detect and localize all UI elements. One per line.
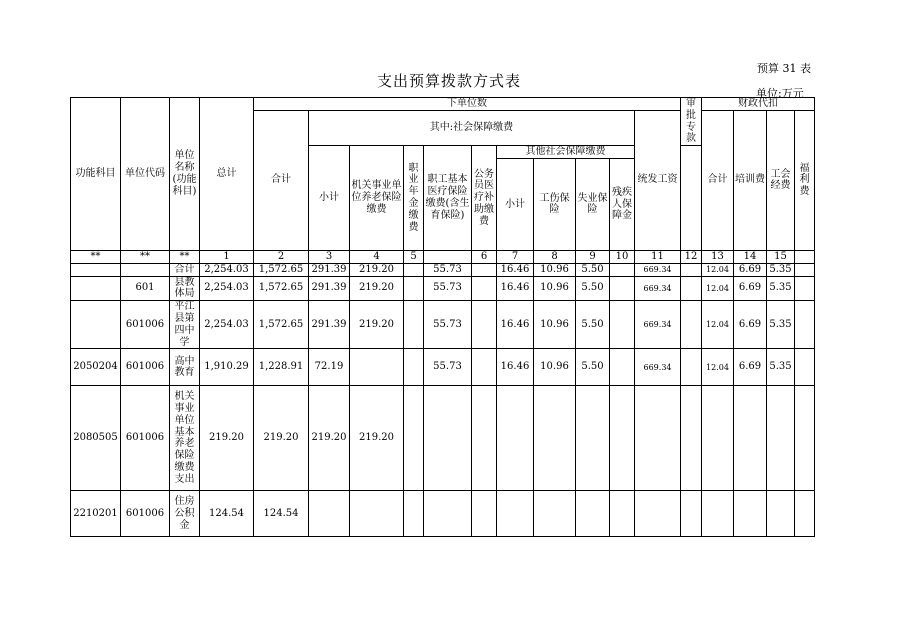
- code-cell: 601006: [121, 386, 170, 491]
- sum-cell: 1,572.65: [254, 263, 309, 276]
- welfare-cell: [795, 263, 815, 276]
- civil-medical-cell: [472, 301, 497, 349]
- header-medical: 职工基本医疗保险缴费(含生育保险): [424, 146, 472, 251]
- header-unit-code: 单位代码: [121, 98, 170, 251]
- code-cell: [121, 263, 170, 276]
- header-other-ss: 其他社会保障缴费: [497, 146, 635, 159]
- index-cell: 12: [681, 250, 702, 263]
- ss-subtotal-cell: 291.39: [309, 301, 350, 349]
- index-cell: 11: [635, 250, 681, 263]
- approval-cell: [681, 263, 702, 276]
- index-cell: [424, 250, 472, 263]
- ss-subtotal-cell: [309, 491, 350, 537]
- index-cell: 3: [309, 250, 350, 263]
- code-cell: 601006: [121, 349, 170, 386]
- medical-cell: 55.73: [424, 301, 472, 349]
- index-cell: **: [71, 250, 121, 263]
- func-cell: 2210201: [71, 491, 121, 537]
- table-row: [71, 491, 815, 537]
- wage-cell: 669.34: [635, 263, 681, 276]
- civil-medical-cell: [472, 386, 497, 491]
- union-cell: 5.35: [767, 263, 795, 276]
- medical-cell: 55.73: [424, 276, 472, 301]
- welfare-cell: [795, 301, 815, 349]
- header-subtotal-all: 合计: [254, 110, 309, 250]
- header-unit-name: 单位名称(功能科目): [170, 98, 200, 251]
- header-approval: 审批专款: [681, 98, 702, 146]
- union-cell: [767, 491, 795, 537]
- annuity-cell: [404, 491, 424, 537]
- wage-cell: [635, 386, 681, 491]
- table-row: [71, 386, 815, 491]
- sum-cell: 1,228.91: [254, 349, 309, 386]
- index-cell: **: [170, 250, 200, 263]
- training-cell: 6.69: [734, 349, 767, 386]
- func-cell: 2080505: [71, 386, 121, 491]
- unemployment-cell: 5.50: [576, 276, 610, 301]
- func-cell: 2050204: [71, 349, 121, 386]
- disability-cell: [610, 491, 635, 537]
- page-title: 支出预算拨款方式表: [376, 72, 521, 90]
- unemployment-cell: [576, 491, 610, 537]
- index-cell: 10: [610, 250, 635, 263]
- annuity-cell: [404, 301, 424, 349]
- training-cell: 6.69: [734, 263, 767, 276]
- header-fin-subtotal: 合计: [702, 110, 734, 250]
- fin-subtotal-cell: 12.04: [702, 301, 734, 349]
- training-cell: [734, 386, 767, 491]
- training-cell: 6.69: [734, 276, 767, 301]
- func-cell: [71, 301, 121, 349]
- index-cell: [795, 250, 815, 263]
- total-cell: 2,254.03: [200, 276, 254, 301]
- index-cell: 14: [734, 250, 767, 263]
- header-lower-units: 下单位数: [254, 98, 681, 111]
- budget-table: [70, 97, 815, 537]
- other-subtotal-cell: [497, 491, 534, 537]
- index-cell: 8: [534, 250, 576, 263]
- pension-cell: 219.20: [350, 301, 404, 349]
- medical-cell: [424, 491, 472, 537]
- disability-cell: [610, 263, 635, 276]
- other-subtotal-cell: 16.46: [497, 276, 534, 301]
- injury-cell: [534, 386, 576, 491]
- approval-cell: [681, 386, 702, 491]
- unemployment-cell: 5.50: [576, 349, 610, 386]
- total-cell: 219.20: [200, 386, 254, 491]
- annuity-cell: [404, 263, 424, 276]
- sum-cell: 124.54: [254, 491, 309, 537]
- table-row: [71, 276, 815, 301]
- training-cell: [734, 491, 767, 537]
- sum-cell: 1,572.65: [254, 301, 309, 349]
- index-cell: 9: [576, 250, 610, 263]
- annuity-cell: [404, 349, 424, 386]
- func-cell: [71, 276, 121, 301]
- total-cell: 1,910.29: [200, 349, 254, 386]
- table-row: [71, 349, 815, 386]
- unemployment-cell: [576, 386, 610, 491]
- pension-cell: 219.20: [350, 276, 404, 301]
- civil-medical-cell: [472, 349, 497, 386]
- injury-cell: 10.96: [534, 349, 576, 386]
- union-cell: [767, 386, 795, 491]
- ss-subtotal-cell: 72.19: [309, 349, 350, 386]
- unit-label: 单位:万元: [756, 87, 804, 100]
- civil-medical-cell: [472, 276, 497, 301]
- wage-cell: [635, 491, 681, 537]
- pension-cell: [350, 349, 404, 386]
- approval-cell: [681, 276, 702, 301]
- wage-cell: 669.34: [635, 276, 681, 301]
- pension-cell: 219.20: [350, 263, 404, 276]
- approval-cell: [681, 491, 702, 537]
- table-row: [71, 301, 815, 349]
- civil-medical-cell: [472, 263, 497, 276]
- unemployment-cell: 5.50: [576, 263, 610, 276]
- ss-subtotal-cell: 291.39: [309, 263, 350, 276]
- wage-cell: 669.34: [635, 301, 681, 349]
- header-welfare: 福利费: [795, 110, 815, 250]
- medical-cell: 55.73: [424, 349, 472, 386]
- index-cell: 2: [254, 250, 309, 263]
- medical-cell: [424, 386, 472, 491]
- annuity-cell: [404, 276, 424, 301]
- header-disability: 残疾人保障金: [610, 158, 635, 250]
- index-cell: 6: [472, 250, 497, 263]
- index-cell: 7: [497, 250, 534, 263]
- disability-cell: [610, 386, 635, 491]
- header-injury: 工伤保险: [534, 158, 576, 250]
- training-cell: 6.69: [734, 301, 767, 349]
- header-ss-subtotal: 小计: [309, 146, 350, 251]
- disability-cell: [610, 276, 635, 301]
- header-other-subtotal: 小计: [497, 158, 534, 250]
- unemployment-cell: 5.50: [576, 301, 610, 349]
- table-row: [71, 263, 815, 276]
- header-civil-medical: 公务员医疗补助缴费: [472, 146, 497, 251]
- injury-cell: 10.96: [534, 276, 576, 301]
- index-cell: **: [121, 250, 170, 263]
- header-union: 工会经费: [767, 110, 795, 250]
- func-cell: [71, 263, 121, 276]
- injury-cell: 10.96: [534, 301, 576, 349]
- name-cell: 高中教育: [170, 349, 200, 386]
- injury-cell: [534, 491, 576, 537]
- header-social-security: 其中:社会保障缴费: [309, 110, 635, 145]
- union-cell: 5.35: [767, 276, 795, 301]
- ss-subtotal-cell: 219.20: [309, 386, 350, 491]
- fin-subtotal-cell: 12.04: [702, 263, 734, 276]
- index-cell: 1: [200, 250, 254, 263]
- total-cell: 124.54: [200, 491, 254, 537]
- welfare-cell: [795, 491, 815, 537]
- header-finance-deduct: 财政代扣: [702, 98, 815, 111]
- wage-cell: 669.34: [635, 349, 681, 386]
- header-training: 培训费: [734, 110, 767, 250]
- approval-cell: [681, 301, 702, 349]
- union-cell: 5.35: [767, 349, 795, 386]
- disability-cell: [610, 301, 635, 349]
- welfare-cell: [795, 276, 815, 301]
- header-approval-blank: [681, 146, 702, 251]
- index-cell: 4: [350, 250, 404, 263]
- name-cell: 住房公积金: [170, 491, 200, 537]
- injury-cell: 10.96: [534, 263, 576, 276]
- other-subtotal-cell: 16.46: [497, 301, 534, 349]
- total-cell: 2,254.03: [200, 263, 254, 276]
- fin-subtotal-cell: [702, 491, 734, 537]
- code-cell: 601006: [121, 491, 170, 537]
- index-cell: 5: [404, 250, 424, 263]
- fin-subtotal-cell: 12.04: [702, 276, 734, 301]
- sum-cell: 219.20: [254, 386, 309, 491]
- code-cell: 601006: [121, 301, 170, 349]
- ss-subtotal-cell: 291.39: [309, 276, 350, 301]
- total-cell: 2,254.03: [200, 301, 254, 349]
- header-unified-wage: 统发工资: [635, 110, 681, 250]
- annuity-cell: [404, 386, 424, 491]
- name-cell: 合计: [170, 263, 200, 276]
- fin-subtotal-cell: [702, 386, 734, 491]
- index-cell: 15: [767, 250, 795, 263]
- header-unemployment: 失业保险: [576, 158, 610, 250]
- other-subtotal-cell: 16.46: [497, 349, 534, 386]
- fin-subtotal-cell: 12.04: [702, 349, 734, 386]
- index-row: [71, 250, 815, 263]
- name-cell: 机关事业单位基本养老保险缴费支出: [170, 386, 200, 491]
- medical-cell: 55.73: [424, 263, 472, 276]
- header-pension: 机关事业单位养老保险缴费: [350, 146, 404, 251]
- other-subtotal-cell: [497, 386, 534, 491]
- code-cell: 601: [121, 276, 170, 301]
- pension-cell: [350, 491, 404, 537]
- header-total: 总计: [200, 98, 254, 251]
- union-cell: 5.35: [767, 301, 795, 349]
- header-func-subject: 功能科目: [71, 98, 121, 251]
- name-cell: 县教体局: [170, 276, 200, 301]
- sum-cell: 1,572.65: [254, 276, 309, 301]
- header-annuity: 职业年金缴费: [404, 146, 424, 251]
- other-subtotal-cell: 16.46: [497, 263, 534, 276]
- pension-cell: 219.20: [350, 386, 404, 491]
- name-cell: 平江县第四中学: [170, 301, 200, 349]
- approval-cell: [681, 349, 702, 386]
- index-cell: 13: [702, 250, 734, 263]
- welfare-cell: [795, 349, 815, 386]
- welfare-cell: [795, 386, 815, 491]
- table-number: 预算 31 表: [757, 62, 811, 75]
- disability-cell: [610, 349, 635, 386]
- civil-medical-cell: [472, 491, 497, 537]
